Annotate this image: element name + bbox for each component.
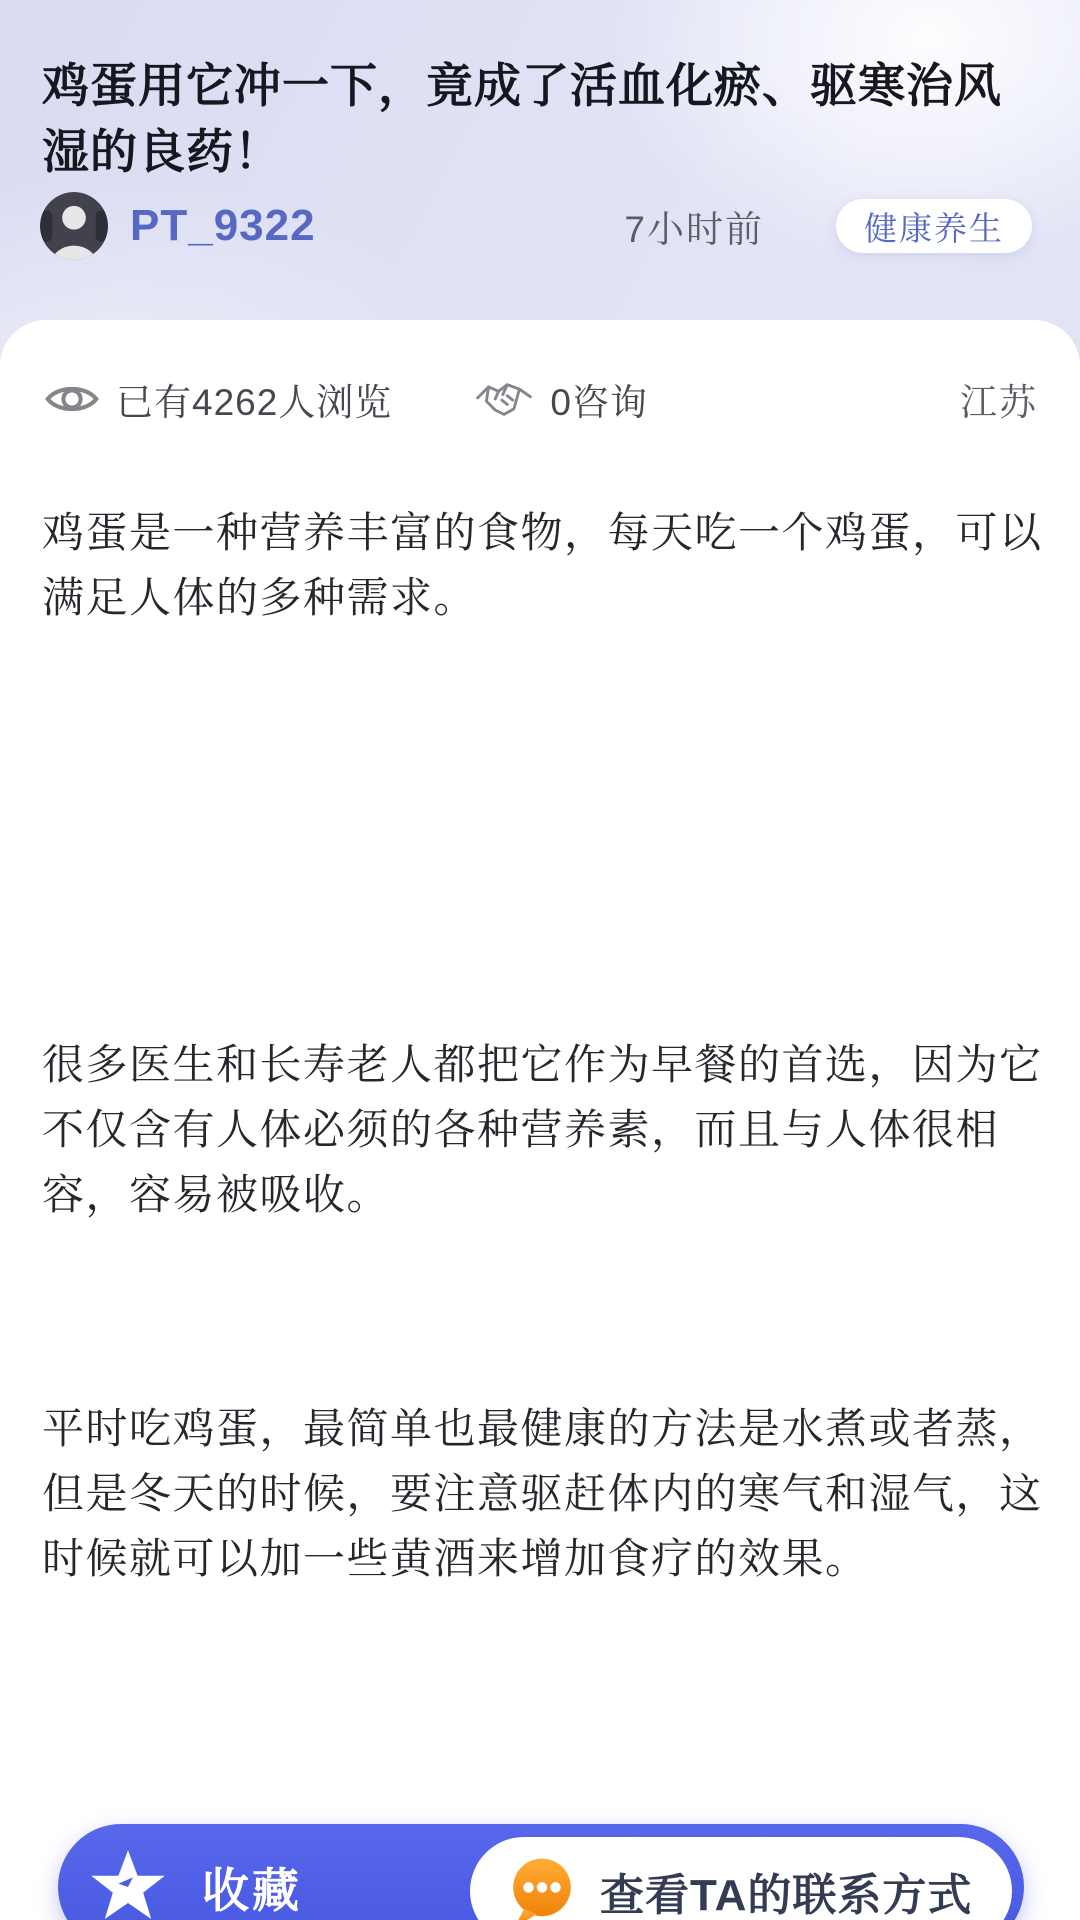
handshake-icon (474, 377, 534, 421)
views-label: 已有4262人浏览 (116, 382, 393, 423)
article-paragraph: 鸡蛋是一种营养丰富的食物，每天吃一个鸡蛋，可以满足人体的多种需求。 (42, 509, 1043, 621)
consult-stat (474, 372, 648, 426)
contact-button[interactable] (470, 1837, 1012, 1920)
category-badge[interactable] (836, 199, 1032, 253)
article-paragraph: 平时吃鸡蛋，最简单也最健康的方法是水煮或者蒸，但是冬天的时候，要注意驱赶体内的寒气和湿气，这时候就可以加一些黄酒来增加食疗的效果。 (42, 1405, 1043, 1582)
author-row (40, 188, 1032, 264)
star-icon (88, 1847, 168, 1920)
post-time: 7小时前 (624, 209, 764, 250)
avatar[interactable] (40, 192, 108, 260)
category-badge-label: 健康养生 (864, 209, 1004, 247)
location-label: 江苏 (960, 382, 1038, 423)
favorite-button[interactable] (88, 1847, 302, 1920)
chat-bubble-icon (506, 1853, 578, 1920)
contact-label: 查看TA的联系方式 (600, 1871, 973, 1920)
author-name[interactable]: PT_9322 (130, 201, 316, 250)
article-paragraph: 很多医生和长寿老人都把它作为早餐的首选，因为它不仅含有人体必须的各种营养素，而且与人体很相容，容易被吸收。 (42, 1041, 1043, 1218)
consult-label: 0咨询 (550, 382, 648, 423)
eye-icon (44, 380, 100, 418)
bottom-action-bar (58, 1824, 1024, 1920)
page-title: 鸡蛋用它冲一下，竟成了活血化瘀、驱寒治风湿的良药！ (42, 59, 1002, 179)
views-stat (44, 372, 392, 426)
stats-row (44, 366, 1038, 432)
favorite-label: 收藏 (202, 1863, 302, 1917)
